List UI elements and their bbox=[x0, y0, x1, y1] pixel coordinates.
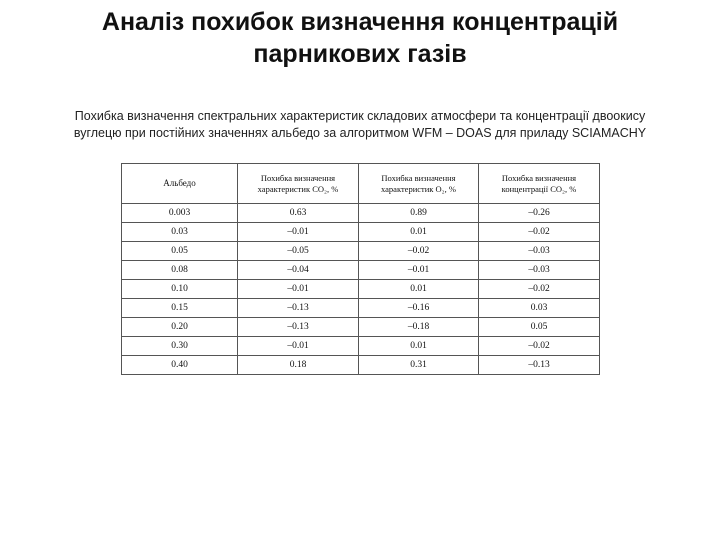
cell-o2-characteristics-error: 0.01 bbox=[359, 223, 479, 242]
header-co2-concentration-error bbox=[479, 164, 600, 204]
cell-albedo: 0.05 bbox=[122, 242, 238, 261]
cell-o2-characteristics-error: –0.16 bbox=[359, 299, 479, 318]
table-row bbox=[122, 261, 600, 280]
cell-o2-characteristics-error: –0.18 bbox=[359, 318, 479, 337]
cell-co2-characteristics-error: 0.63 bbox=[238, 204, 359, 223]
table-row bbox=[122, 337, 600, 356]
cell-co2-characteristics-error: –0.13 bbox=[238, 299, 359, 318]
cell-co2-characteristics-error: –0.01 bbox=[238, 280, 359, 299]
header-o2-characteristics-error bbox=[359, 164, 479, 204]
table-caption-line-2: вуглецю при постійних значеннях альбедо за алгоритмом WFM – DOAS для приладу SCIAMACHY bbox=[73, 126, 647, 140]
table-caption bbox=[30, 108, 690, 142]
table-row bbox=[122, 318, 600, 337]
page-title-line-2: парникових газів bbox=[253, 40, 467, 68]
cell-co2-characteristics-error: –0.13 bbox=[238, 318, 359, 337]
cell-albedo: 0.10 bbox=[122, 280, 238, 299]
cell-co2-characteristics-error: –0.01 bbox=[238, 337, 359, 356]
cell-albedo: 0.003 bbox=[122, 204, 238, 223]
cell-co2-characteristics-error: 0.18 bbox=[238, 356, 359, 375]
cell-co2-concentration-error: –0.02 bbox=[479, 223, 600, 242]
table-row bbox=[122, 204, 600, 223]
cell-albedo: 0.40 bbox=[122, 356, 238, 375]
cell-albedo: 0.20 bbox=[122, 318, 238, 337]
cell-o2-characteristics-error: 0.31 bbox=[359, 356, 479, 375]
cell-co2-characteristics-error: –0.01 bbox=[238, 223, 359, 242]
table-header-row bbox=[122, 164, 600, 204]
error-table bbox=[121, 163, 600, 375]
header-line-1: Похибка визначення bbox=[501, 172, 577, 183]
cell-o2-characteristics-error: –0.01 bbox=[359, 261, 479, 280]
header-line-2: характеристик CO₂, % bbox=[257, 183, 339, 194]
cell-o2-characteristics-error: 0.89 bbox=[359, 204, 479, 223]
cell-o2-characteristics-error: 0.01 bbox=[359, 280, 479, 299]
cell-co2-concentration-error: –0.13 bbox=[479, 356, 600, 375]
cell-o2-characteristics-error: 0.01 bbox=[359, 337, 479, 356]
header-co2-characteristics-error bbox=[238, 164, 359, 204]
cell-albedo: 0.03 bbox=[122, 223, 238, 242]
header-albedo bbox=[122, 164, 238, 204]
table-caption-line-1: Похибка визначення спектральних характеристик складових атмосфери та концентрації двоокису bbox=[74, 109, 646, 123]
cell-co2-concentration-error: 0.03 bbox=[479, 299, 600, 318]
header-line-1: Похибка визначення bbox=[381, 172, 456, 183]
page-title bbox=[0, 6, 720, 70]
header-line-1: Похибка визначення bbox=[260, 172, 336, 183]
cell-co2-concentration-error: –0.26 bbox=[479, 204, 600, 223]
cell-albedo: 0.08 bbox=[122, 261, 238, 280]
cell-albedo: 0.30 bbox=[122, 337, 238, 356]
cell-co2-concentration-error: –0.03 bbox=[479, 261, 600, 280]
cell-co2-concentration-error: –0.02 bbox=[479, 280, 600, 299]
cell-co2-characteristics-error: –0.04 bbox=[238, 261, 359, 280]
table-row bbox=[122, 223, 600, 242]
table-row bbox=[122, 299, 600, 318]
table-body bbox=[122, 204, 600, 375]
cell-o2-characteristics-error: –0.02 bbox=[359, 242, 479, 261]
page-title-line-1: Аналіз похибок визначення концентрацій bbox=[101, 8, 619, 36]
header-albedo-label: Альбедо bbox=[163, 178, 196, 188]
cell-co2-concentration-error: –0.02 bbox=[479, 337, 600, 356]
table-row bbox=[122, 356, 600, 375]
cell-co2-concentration-error: –0.03 bbox=[479, 242, 600, 261]
header-line-2: концентрації CO₂, % bbox=[501, 183, 577, 194]
cell-co2-concentration-error: 0.05 bbox=[479, 318, 600, 337]
table-row bbox=[122, 242, 600, 261]
cell-albedo: 0.15 bbox=[122, 299, 238, 318]
cell-co2-characteristics-error: –0.05 bbox=[238, 242, 359, 261]
table-row bbox=[122, 280, 600, 299]
header-line-2: характеристик O₂, % bbox=[381, 183, 456, 194]
